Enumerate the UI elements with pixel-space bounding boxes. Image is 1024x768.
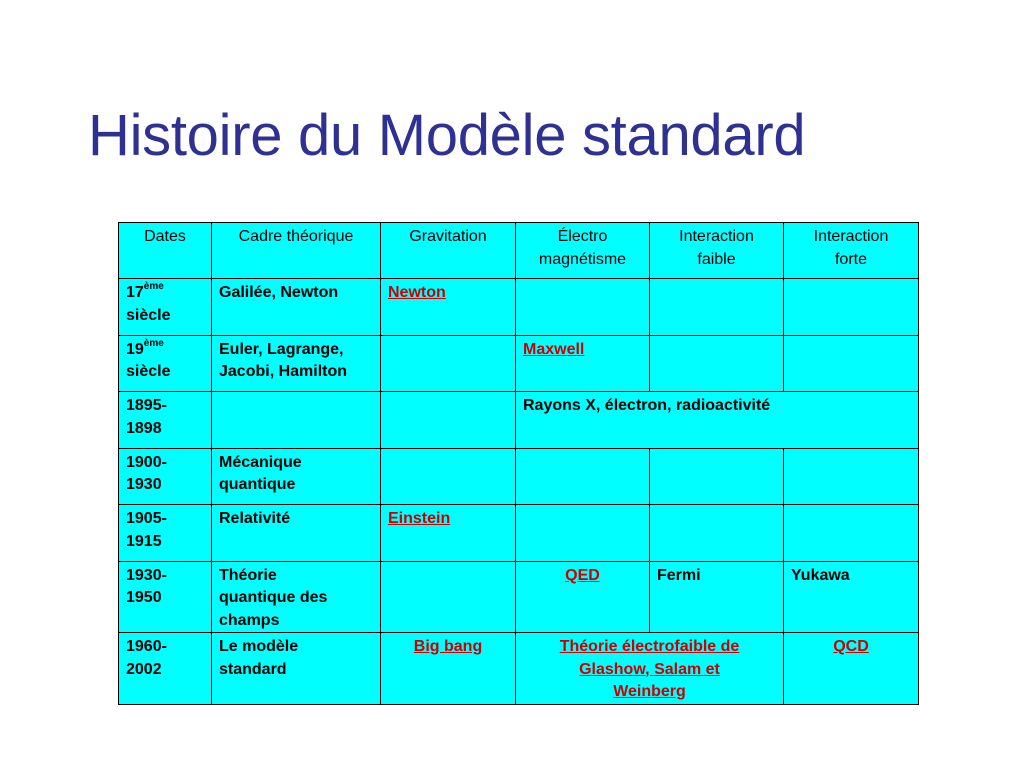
cell-gravitation xyxy=(381,505,516,562)
cell-cadre: Mécanique quantique xyxy=(212,449,381,506)
header-cadre: Cadre théorique xyxy=(212,223,381,279)
cell-faible xyxy=(650,279,784,336)
cell-forte xyxy=(784,449,919,506)
cell-cadre: Le modèle standard xyxy=(212,633,381,705)
header-interaction-forte: Interaction forte xyxy=(784,223,919,279)
link-qcd[interactable]: QCD xyxy=(833,638,869,655)
cell-faible xyxy=(650,336,784,393)
table-row-19e xyxy=(119,336,919,393)
cell-gravitation xyxy=(381,449,516,506)
cell-cadre xyxy=(212,392,381,449)
cell-gravitation xyxy=(381,562,516,634)
cell-date: 1895- 1898 xyxy=(119,392,212,449)
table-row-17e xyxy=(119,279,919,336)
cell-forte xyxy=(784,279,919,336)
header-dates: Dates xyxy=(119,223,212,279)
cell-forte xyxy=(784,505,919,562)
cell-gravitation xyxy=(381,279,516,336)
cell-date: 1905- 1915 xyxy=(119,505,212,562)
link-big-bang[interactable]: Big bang xyxy=(413,638,483,655)
cell-gravitation xyxy=(381,633,516,705)
cell-electrofaible xyxy=(516,633,784,705)
cell-cadre: Théorie quantique des champs xyxy=(212,562,381,634)
cell-electro xyxy=(516,449,650,506)
link-newton[interactable]: Newton xyxy=(388,284,446,301)
table-row-1960 xyxy=(119,633,919,705)
table-row-1905 xyxy=(119,505,919,562)
cell-faible xyxy=(650,449,784,506)
table-row-1930 xyxy=(119,562,919,634)
slide-title: Histoire du Modèle standard xyxy=(88,103,806,168)
cell-gravitation xyxy=(381,336,516,393)
cell-gravitation xyxy=(381,392,516,449)
link-einstein[interactable]: Einstein xyxy=(388,510,451,527)
link-qed[interactable]: QED xyxy=(565,566,600,584)
cell-date: 1900- 1930 xyxy=(119,449,212,506)
table-row-1895 xyxy=(119,392,919,449)
cell-cadre: Relativité xyxy=(212,505,381,562)
cell-forte xyxy=(784,336,919,393)
cell-date: 19ème siècle xyxy=(119,336,212,393)
cell-cadre: Euler, Lagrange, Jacobi, Hamilton xyxy=(212,336,381,393)
link-maxwell[interactable]: Maxwell xyxy=(523,340,585,358)
cell-electro xyxy=(516,505,650,562)
cell-electro-span: Rayons X, électron, radioactivité xyxy=(516,392,919,449)
cell-electro xyxy=(516,336,650,393)
cell-faible xyxy=(650,505,784,562)
cell-forte xyxy=(784,633,919,705)
cell-date: 1960- 2002 xyxy=(119,633,212,705)
table-row-1900 xyxy=(119,449,919,506)
cell-cadre: Galilée, Newton xyxy=(212,279,381,336)
header-row xyxy=(119,223,919,279)
cell-electro xyxy=(516,279,650,336)
link-theorie-electrofaible[interactable]: Théorie électrofaible de Glashow, Salam et Weinberg xyxy=(559,638,740,700)
cell-date: 1930- 1950 xyxy=(119,562,212,634)
header-electromagnetisme: Électro magnétisme xyxy=(516,223,650,279)
cell-electro xyxy=(516,562,650,634)
history-table xyxy=(118,222,919,705)
cell-faible: Fermi xyxy=(650,562,784,634)
cell-date: 17ème siècle xyxy=(119,279,212,336)
cell-forte: Yukawa xyxy=(784,562,919,634)
header-gravitation: Gravitation xyxy=(381,223,516,279)
header-interaction-faible: Interaction faible xyxy=(650,223,784,279)
